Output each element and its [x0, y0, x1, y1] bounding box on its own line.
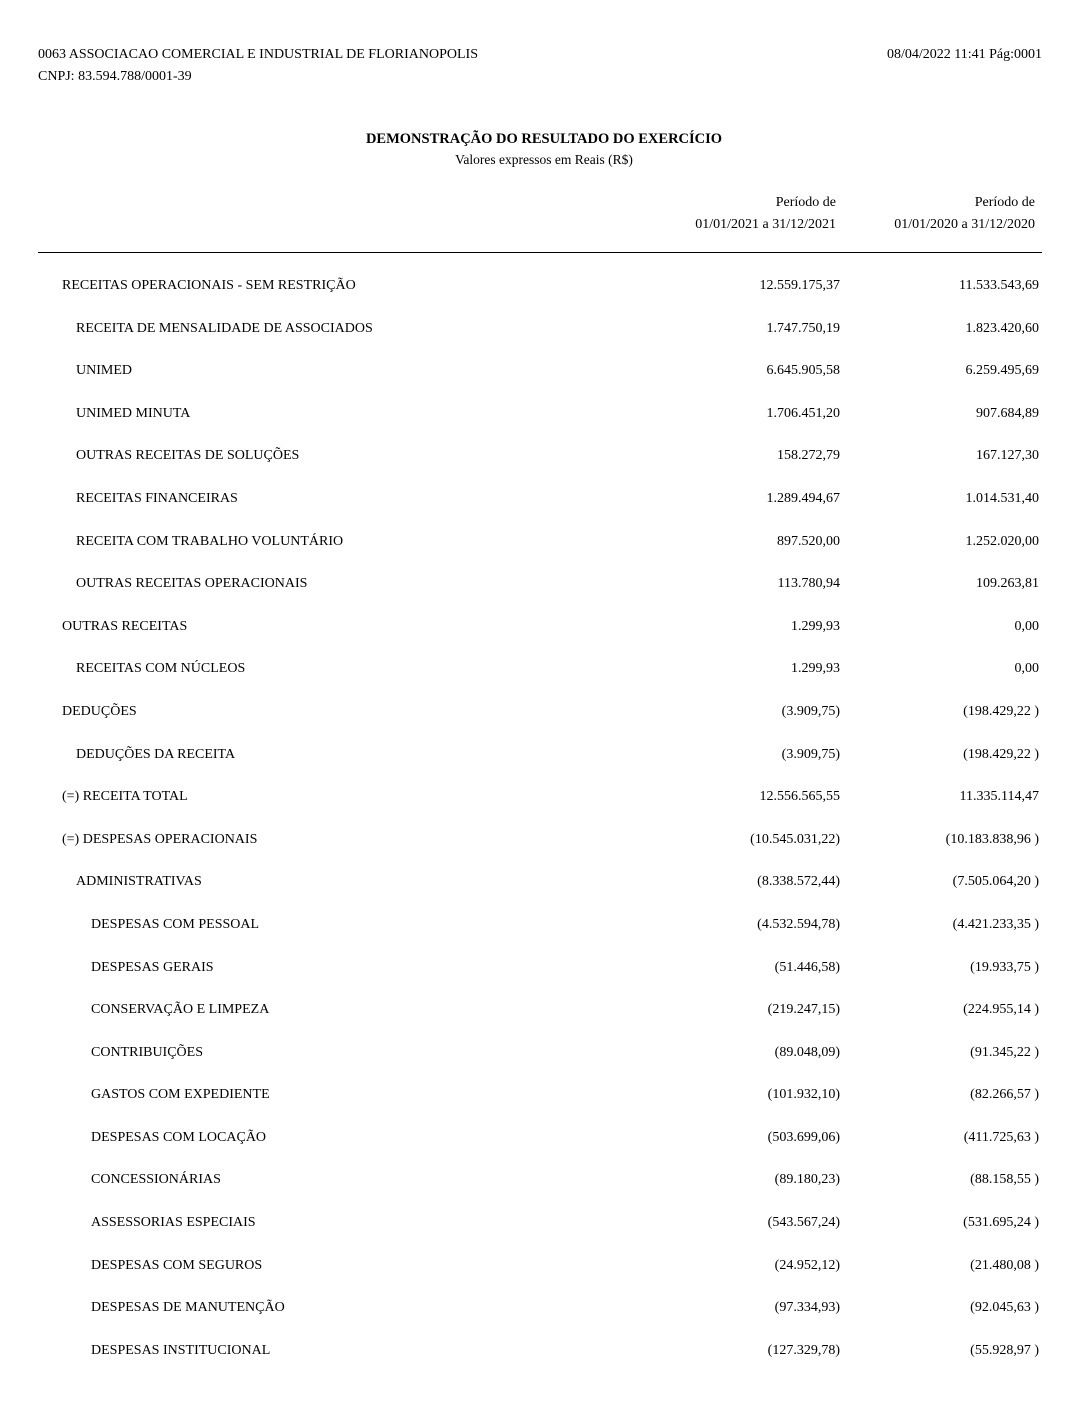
value-2020: 1.014.531,40	[965, 490, 1039, 506]
report-subtitle: Valores expressos em Reais (R$)	[455, 152, 633, 167]
value-2021: (97.334,93)	[774, 1300, 840, 1316]
row-label: DESPESAS COM PESSOAL	[91, 916, 260, 932]
table-row	[0, 822, 1088, 865]
value-2020: 0,00	[1014, 661, 1039, 677]
table-row	[0, 651, 1088, 694]
row-label: OUTRAS RECEITAS	[62, 618, 188, 634]
row-label: RECEITAS OPERACIONAIS - SEM RESTRIÇÃO	[62, 278, 356, 293]
value-2021: (101.932,10)	[767, 1087, 840, 1103]
value-2021: 113.780,94	[777, 576, 840, 592]
value-2020: 1.252.020,00	[965, 533, 1039, 549]
value-2021: (543.567,24)	[767, 1215, 840, 1231]
value-2021: 1.299,93	[791, 661, 840, 677]
value-2021: 158.272,79	[777, 448, 840, 464]
value-2021: (8.338.572,44)	[757, 874, 840, 890]
table-row	[0, 1333, 1088, 1376]
report-title-block	[0, 128, 1088, 170]
row-label: CONCESSIONÁRIAS	[91, 1172, 221, 1188]
table-row	[0, 609, 1088, 652]
table-row	[0, 1290, 1088, 1333]
value-2020: (198.429,22 )	[963, 703, 1039, 719]
value-2021: (3.909,75)	[781, 746, 840, 762]
value-2021: (51.446,58)	[774, 959, 840, 975]
row-label: DESPESAS INSTITUCIONAL	[91, 1342, 271, 1358]
column-header-line1: Período de	[775, 195, 836, 210]
value-2020: (224.955,14 )	[963, 1002, 1039, 1018]
value-2020: 6.259.495,69	[965, 363, 1039, 379]
value-2020: 11.533.543,69	[959, 278, 1039, 293]
value-2020: (10.183.838,96 )	[945, 831, 1039, 847]
row-label: CONSERVAÇÃO E LIMPEZA	[91, 1002, 270, 1018]
value-2020: (19.933,75 )	[970, 959, 1039, 975]
value-2020: 11.335.114,47	[959, 789, 1039, 805]
row-label: UNIMED MINUTA	[76, 405, 191, 421]
table-row	[0, 1162, 1088, 1205]
value-2021: 1.747.750,19	[766, 320, 840, 336]
value-2021: (24.952,12)	[774, 1257, 840, 1273]
value-2020: 109.263,81	[976, 576, 1039, 592]
value-2021: 12.556.565,55	[759, 789, 840, 805]
value-2020: (4.421.233,35 )	[952, 916, 1039, 932]
value-2020: (92.045,63 )	[970, 1300, 1039, 1316]
value-2021: (89.048,09)	[774, 1044, 840, 1060]
header-divider	[38, 252, 1042, 253]
value-2021: 1.706.451,20	[766, 405, 840, 421]
value-2020: (21.480,08 )	[970, 1257, 1039, 1273]
report-header	[38, 44, 1042, 88]
value-2020: (198.429,22 )	[963, 746, 1039, 762]
column-header-line1: Período de	[974, 195, 1035, 210]
table-row	[0, 992, 1088, 1035]
table-row	[0, 1248, 1088, 1291]
value-2020: (88.158,55 )	[970, 1172, 1039, 1188]
row-label: DESPESAS GERAIS	[91, 959, 214, 975]
value-2021: 12.559.175,37	[759, 278, 840, 293]
table-row	[0, 737, 1088, 780]
value-2020: (55.928,97 )	[970, 1342, 1039, 1358]
row-label: RECEITA COM TRABALHO VOLUNTÁRIO	[76, 533, 344, 549]
row-label: DEDUÇÕES	[62, 703, 137, 719]
table-row	[0, 950, 1088, 993]
table-row	[0, 311, 1088, 354]
row-label: UNIMED	[76, 363, 132, 379]
value-2020: 167.127,30	[976, 448, 1039, 464]
table-row	[0, 1077, 1088, 1120]
column-header-line2: 01/01/2021 a 31/12/2021	[695, 217, 836, 232]
print-datetime-page: 08/04/2022 11:41 Pág:0001	[886, 47, 1042, 62]
value-2020: (7.505.064,20 )	[952, 874, 1039, 890]
table-row	[0, 438, 1088, 481]
value-2021: (89.180,23)	[774, 1172, 840, 1188]
row-label: OUTRAS RECEITAS OPERACIONAIS	[76, 576, 308, 592]
table-row	[0, 1035, 1088, 1078]
value-2020: (91.345,22 )	[970, 1044, 1039, 1060]
table-row	[0, 1205, 1088, 1248]
column-header-2021	[695, 192, 836, 236]
row-label: (=) RECEITA TOTAL	[62, 789, 188, 805]
row-label: GASTOS COM EXPEDIENTE	[91, 1087, 270, 1103]
row-label: OUTRAS RECEITAS DE SOLUÇÕES	[76, 448, 300, 464]
row-label: RECEITAS COM NÚCLEOS	[76, 661, 246, 677]
row-label: ASSESSORIAS ESPECIAIS	[91, 1215, 256, 1231]
row-label: DESPESAS COM LOCAÇÃO	[91, 1129, 267, 1145]
table-row	[0, 524, 1088, 567]
table-row	[0, 1120, 1088, 1163]
value-2021: (3.909,75)	[781, 703, 840, 719]
row-label: ADMINISTRATIVAS	[76, 874, 202, 890]
value-2020: (531.695,24 )	[963, 1215, 1039, 1231]
value-2020: 0,00	[1014, 618, 1039, 634]
table-row	[0, 396, 1088, 439]
table-row	[0, 907, 1088, 950]
column-header-line2: 01/01/2020 a 31/12/2020	[894, 217, 1035, 232]
row-label: (=) DESPESAS OPERACIONAIS	[62, 831, 258, 847]
value-2021: (10.545.031,22)	[750, 831, 840, 847]
row-label: DESPESAS DE MANUTENÇÃO	[91, 1300, 285, 1316]
value-2021: 6.645.905,58	[766, 363, 840, 379]
row-label: DESPESAS COM SEGUROS	[91, 1257, 263, 1273]
row-label: CONTRIBUIÇÕES	[91, 1044, 204, 1060]
value-2021: (4.532.594,78)	[757, 916, 840, 932]
table-row	[0, 864, 1088, 907]
table-row	[0, 566, 1088, 609]
value-2021: (127.329,78)	[767, 1342, 840, 1358]
value-2021: (219.247,15)	[767, 1002, 840, 1018]
value-2021: 897.520,00	[777, 533, 840, 549]
table-row	[0, 268, 1088, 311]
table-row	[0, 481, 1088, 524]
report-title: DEMONSTRAÇÃO DO RESULTADO DO EXERCÍCIO	[365, 131, 723, 147]
company-name: 0063 ASSOCIACAO COMERCIAL E INDUSTRIAL DE FLORIANOPOLIS	[38, 47, 478, 62]
value-2021: (503.699,06)	[767, 1129, 840, 1145]
row-label: RECEITA DE MENSALIDADE DE ASSOCIADOS	[76, 320, 373, 336]
table-row	[0, 694, 1088, 737]
value-2020: 907.684,89	[976, 405, 1039, 421]
value-2020: 1.823.420,60	[965, 320, 1039, 336]
value-2021: 1.289.494,67	[766, 490, 840, 506]
table-row	[0, 353, 1088, 396]
company-cnpj: CNPJ: 83.594.788/0001-39	[38, 69, 192, 84]
income-statement-table	[0, 268, 1088, 1375]
column-header-2020	[894, 192, 1035, 236]
row-label: DEDUÇÕES DA RECEITA	[76, 746, 236, 762]
value-2021: 1.299,93	[791, 618, 840, 634]
table-row	[0, 779, 1088, 822]
value-2020: (82.266,57 )	[970, 1087, 1039, 1103]
value-2020: (411.725,63 )	[963, 1129, 1039, 1145]
row-label: RECEITAS FINANCEIRAS	[76, 490, 238, 506]
